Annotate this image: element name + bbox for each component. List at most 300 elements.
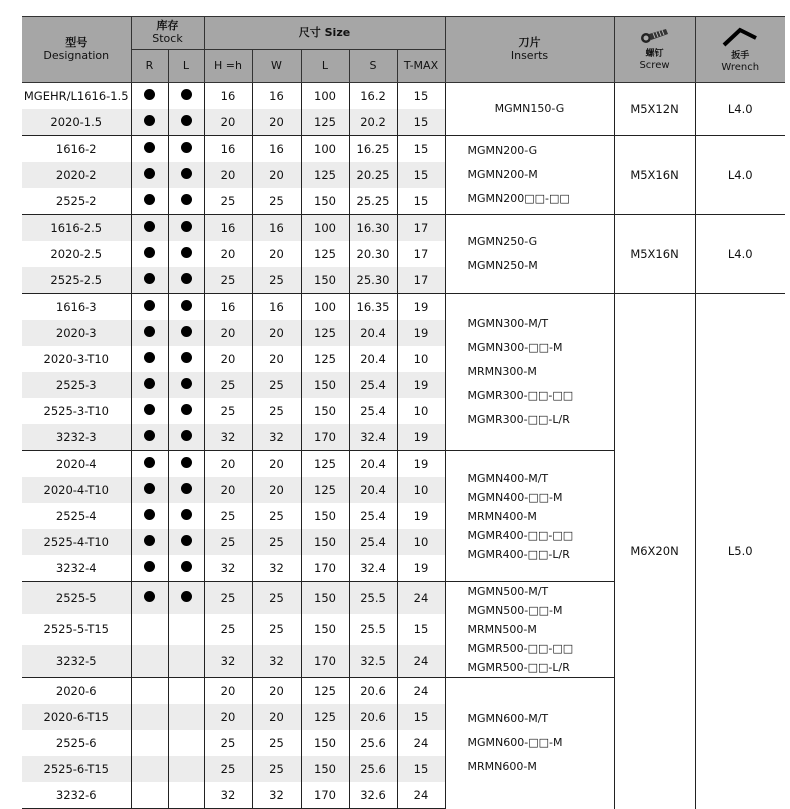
w-cell: 16	[252, 83, 301, 110]
length-cell: 100	[301, 83, 349, 110]
table-row	[22, 136, 785, 163]
inserts-en: Inserts	[510, 48, 549, 62]
stock-l-header: L	[168, 50, 204, 83]
in-stock-dot-icon	[144, 194, 155, 205]
stock-r-cell	[131, 83, 168, 110]
in-stock-dot-icon	[181, 509, 192, 520]
w-cell: 20	[252, 162, 301, 188]
w-cell: 25	[252, 398, 301, 424]
designation-cell: 2020-4	[22, 451, 131, 478]
designation-cell: 2525-5	[22, 582, 131, 614]
in-stock-dot-icon	[181, 300, 192, 311]
stock-l-cell	[168, 529, 204, 555]
s-cell: 20.4	[349, 346, 397, 372]
insert-item: MGMN200□□-□□	[467, 192, 570, 205]
tmax-cell: 19	[397, 451, 445, 478]
s-cell: 32.5	[349, 645, 397, 677]
h-cell: 32	[204, 645, 252, 677]
in-stock-dot-icon	[181, 591, 192, 602]
stock-r-cell	[131, 782, 168, 809]
h-cell: 25	[204, 398, 252, 424]
designation-en: Designation	[43, 48, 110, 62]
inserts-cell	[445, 215, 614, 294]
screw-icon	[640, 27, 670, 45]
in-stock-dot-icon	[181, 273, 192, 284]
s-cell: 25.5	[349, 582, 397, 614]
table-row	[22, 215, 785, 242]
w-cell: 20	[252, 241, 301, 267]
stock-l-cell	[168, 645, 204, 677]
length-cell: 150	[301, 614, 349, 646]
stock-l-cell	[168, 424, 204, 451]
tmax-cell: 15	[397, 109, 445, 136]
designation-cell: 2020-2	[22, 162, 131, 188]
length-cell: 150	[301, 267, 349, 294]
stock-l-cell	[168, 162, 204, 188]
w-cell: 20	[252, 678, 301, 705]
stock-r-cell	[131, 136, 168, 163]
stock-l-cell	[168, 756, 204, 782]
designation-cell: MGEHR/L1616-1.5	[22, 83, 131, 110]
length-cell: 125	[301, 451, 349, 478]
in-stock-dot-icon	[181, 142, 192, 153]
table-row	[22, 294, 785, 321]
stock-l-cell	[168, 477, 204, 503]
length-cell: 150	[301, 503, 349, 529]
stock-l-cell	[168, 320, 204, 346]
designation-cell: 3232-4	[22, 555, 131, 582]
stock-r-cell	[131, 678, 168, 705]
in-stock-dot-icon	[144, 326, 155, 337]
stock-r-cell	[131, 451, 168, 478]
length-cell: 100	[301, 294, 349, 321]
s-cell: 20.6	[349, 704, 397, 730]
designation-cell: 2020-1.5	[22, 109, 131, 136]
screw-en: Screw	[639, 60, 670, 72]
designation-cell: 2525-2	[22, 188, 131, 215]
designation-cell: 2525-3-T10	[22, 398, 131, 424]
length-cell: 170	[301, 645, 349, 677]
inserts-cell	[445, 678, 614, 809]
inserts-cell	[445, 136, 614, 215]
insert-item: MGMN600-M/T	[467, 712, 549, 726]
h-cell: 20	[204, 109, 252, 136]
h-cell: 32	[204, 782, 252, 809]
s-cell: 16.30	[349, 215, 397, 242]
w-header: W	[252, 50, 301, 83]
designation-cell: 2020-3	[22, 320, 131, 346]
tmax-cell: 15	[397, 756, 445, 782]
length-cell: 125	[301, 241, 349, 267]
stock-l-cell	[168, 555, 204, 582]
s-cell: 20.4	[349, 451, 397, 478]
w-cell: 32	[252, 555, 301, 582]
s-cell: 25.4	[349, 529, 397, 555]
h-cell: 16	[204, 136, 252, 163]
w-cell: 20	[252, 477, 301, 503]
h-cell: 20	[204, 320, 252, 346]
stock-r-header: R	[131, 50, 168, 83]
s-cell: 25.6	[349, 756, 397, 782]
in-stock-dot-icon	[181, 326, 192, 337]
in-stock-dot-icon	[181, 535, 192, 546]
tmax-cell: 19	[397, 372, 445, 398]
in-stock-dot-icon	[144, 457, 155, 468]
w-cell: 16	[252, 136, 301, 163]
inserts-cell	[445, 83, 614, 136]
length-header: L	[301, 50, 349, 83]
w-cell: 25	[252, 730, 301, 756]
s-cell: 32.4	[349, 424, 397, 451]
s-cell: 20.6	[349, 678, 397, 705]
in-stock-dot-icon	[181, 221, 192, 232]
tmax-cell: 19	[397, 320, 445, 346]
designation-cell: 1616-3	[22, 294, 131, 321]
in-stock-dot-icon	[181, 457, 192, 468]
h-cell: 16	[204, 83, 252, 110]
w-cell: 25	[252, 372, 301, 398]
stock-l-cell	[168, 294, 204, 321]
length-cell: 125	[301, 320, 349, 346]
stock-l-cell	[168, 109, 204, 136]
h-cell: 25	[204, 582, 252, 614]
w-cell: 25	[252, 614, 301, 646]
insert-item: MRMN500-M	[467, 623, 537, 636]
screw-cell: M6X20N	[614, 294, 695, 809]
length-cell: 125	[301, 704, 349, 730]
stock-r-cell	[131, 704, 168, 730]
h-cell: 20	[204, 162, 252, 188]
insert-item: MRMN400-M	[467, 509, 537, 523]
insert-item: MGMR300-□□-L/R	[467, 413, 570, 426]
designation-cell: 2525-4	[22, 503, 131, 529]
stock-r-cell	[131, 614, 168, 646]
stock-l-cell	[168, 730, 204, 756]
length-cell: 150	[301, 730, 349, 756]
h-cell: 25	[204, 756, 252, 782]
designation-cell: 2525-6	[22, 730, 131, 756]
designation-cell: 2020-3-T10	[22, 346, 131, 372]
tmax-cell: 24	[397, 782, 445, 809]
length-cell: 170	[301, 424, 349, 451]
h-cell: 25	[204, 188, 252, 215]
inserts-header	[445, 17, 614, 83]
in-stock-dot-icon	[144, 89, 155, 100]
stock-r-cell	[131, 756, 168, 782]
screw-cell: M5X12N	[614, 83, 695, 136]
in-stock-dot-icon	[181, 561, 192, 572]
insert-item: MRMN600-M	[467, 760, 537, 774]
insert-item: MGMN200-G	[467, 144, 538, 157]
in-stock-dot-icon	[181, 115, 192, 126]
length-cell: 150	[301, 188, 349, 215]
designation-cell: 3232-3	[22, 424, 131, 451]
stock-r-cell	[131, 372, 168, 398]
w-cell: 20	[252, 320, 301, 346]
tmax-cell: 17	[397, 241, 445, 267]
length-cell: 150	[301, 398, 349, 424]
w-cell: 20	[252, 704, 301, 730]
h-cell: 25	[204, 267, 252, 294]
wrench-cell: L4.0	[695, 83, 785, 136]
in-stock-dot-icon	[181, 404, 192, 415]
insert-item: MGMR400-□□-□□	[467, 528, 574, 542]
h-cell: 25	[204, 730, 252, 756]
tmax-cell: 15	[397, 704, 445, 730]
stock-l-cell	[168, 372, 204, 398]
stock-header	[131, 17, 204, 50]
stock-r-cell	[131, 645, 168, 677]
stock-l-cell	[168, 614, 204, 646]
s-cell: 20.25	[349, 162, 397, 188]
length-cell: 150	[301, 529, 349, 555]
stock-l-cell	[168, 346, 204, 372]
tmax-cell: 15	[397, 188, 445, 215]
in-stock-dot-icon	[144, 591, 155, 602]
tmax-cell: 24	[397, 645, 445, 677]
stock-l-cell	[168, 782, 204, 809]
w-cell: 32	[252, 424, 301, 451]
tmax-cell: 24	[397, 730, 445, 756]
s-cell: 20.2	[349, 109, 397, 136]
length-cell: 100	[301, 215, 349, 242]
stock-r-cell	[131, 188, 168, 215]
in-stock-dot-icon	[144, 404, 155, 415]
stock-r-cell	[131, 555, 168, 582]
w-cell: 25	[252, 756, 301, 782]
stock-l-cell	[168, 398, 204, 424]
stock-l-cell	[168, 678, 204, 705]
s-cell: 20.30	[349, 241, 397, 267]
in-stock-dot-icon	[181, 430, 192, 441]
tmax-cell: 10	[397, 346, 445, 372]
insert-item: MGMR500-□□-L/R	[467, 661, 570, 674]
stock-l-cell	[168, 188, 204, 215]
length-cell: 170	[301, 782, 349, 809]
stock-l-cell	[168, 582, 204, 614]
s-cell: 25.6	[349, 730, 397, 756]
screw-zh: 螺钉	[645, 48, 664, 59]
stock-r-cell	[131, 503, 168, 529]
s-cell: 25.30	[349, 267, 397, 294]
s-cell: 32.6	[349, 782, 397, 809]
size-header: 尺寸 Size	[204, 17, 445, 50]
tmax-cell: 24	[397, 678, 445, 705]
in-stock-dot-icon	[144, 247, 155, 258]
stock-l-cell	[168, 136, 204, 163]
in-stock-dot-icon	[144, 142, 155, 153]
tmax-cell: 19	[397, 424, 445, 451]
insert-item: MGMN600-□□-M	[467, 736, 563, 750]
designation-cell: 2525-6-T15	[22, 756, 131, 782]
table-row	[22, 83, 785, 110]
s-header: S	[349, 50, 397, 83]
stock-r-cell	[131, 346, 168, 372]
h-cell: 25	[204, 503, 252, 529]
w-cell: 25	[252, 188, 301, 215]
in-stock-dot-icon	[181, 352, 192, 363]
stock-r-cell	[131, 215, 168, 242]
insert-item: MGMN400-M/T	[467, 471, 549, 485]
h-cell: 20	[204, 346, 252, 372]
tmax-cell: 10	[397, 477, 445, 503]
stock-en: Stock	[152, 32, 183, 45]
h-cell: 20	[204, 241, 252, 267]
tmax-cell: 19	[397, 294, 445, 321]
in-stock-dot-icon	[181, 194, 192, 205]
inserts-cell	[445, 451, 614, 582]
w-cell: 20	[252, 109, 301, 136]
stock-l-cell	[168, 267, 204, 294]
designation-cell: 2020-4-T10	[22, 477, 131, 503]
s-cell: 20.4	[349, 477, 397, 503]
tmax-cell: 19	[397, 503, 445, 529]
w-cell: 25	[252, 503, 301, 529]
screw-header	[614, 17, 695, 83]
s-cell: 16.25	[349, 136, 397, 163]
stock-l-cell	[168, 451, 204, 478]
stock-l-cell	[168, 215, 204, 242]
tmax-cell: 15	[397, 83, 445, 110]
in-stock-dot-icon	[144, 535, 155, 546]
wrench-cell: L4.0	[695, 215, 785, 294]
w-cell: 32	[252, 645, 301, 677]
w-cell: 20	[252, 346, 301, 372]
in-stock-dot-icon	[144, 483, 155, 494]
screw-cell: M5X16N	[614, 215, 695, 294]
stock-r-cell	[131, 162, 168, 188]
stock-r-cell	[131, 267, 168, 294]
designation-cell: 2525-3	[22, 372, 131, 398]
product-spec-table	[22, 16, 785, 809]
stock-l-cell	[168, 83, 204, 110]
length-cell: 170	[301, 555, 349, 582]
insert-item: MGMN300-M/T	[467, 317, 549, 330]
stock-r-cell	[131, 529, 168, 555]
in-stock-dot-icon	[144, 273, 155, 284]
in-stock-dot-icon	[181, 89, 192, 100]
h-cell: 25	[204, 529, 252, 555]
length-cell: 125	[301, 346, 349, 372]
screw-cell: M5X16N	[614, 136, 695, 215]
inserts-cell	[445, 294, 614, 451]
stock-r-cell	[131, 398, 168, 424]
designation-cell: 1616-2.5	[22, 215, 131, 242]
stock-r-cell	[131, 241, 168, 267]
tmax-cell: 10	[397, 398, 445, 424]
designation-cell: 2020-6	[22, 678, 131, 705]
in-stock-dot-icon	[181, 168, 192, 179]
wrench-cell: L5.0	[695, 294, 785, 809]
insert-item: MGMN400-□□-M	[467, 490, 563, 504]
designation-cell: 3232-5	[22, 645, 131, 677]
tmax-cell: 17	[397, 215, 445, 242]
in-stock-dot-icon	[144, 221, 155, 232]
length-cell: 125	[301, 678, 349, 705]
length-cell: 100	[301, 136, 349, 163]
tmax-cell: 24	[397, 582, 445, 614]
stock-zh: 库存	[156, 19, 179, 33]
h-cell: 20	[204, 451, 252, 478]
w-cell: 16	[252, 294, 301, 321]
in-stock-dot-icon	[144, 300, 155, 311]
w-cell: 32	[252, 782, 301, 809]
in-stock-dot-icon	[144, 168, 155, 179]
stock-r-cell	[131, 294, 168, 321]
stock-l-cell	[168, 241, 204, 267]
in-stock-dot-icon	[181, 483, 192, 494]
insert-item: MGMN250-G	[467, 235, 538, 248]
s-cell: 20.4	[349, 320, 397, 346]
stock-r-cell	[131, 109, 168, 136]
designation-header	[22, 17, 131, 83]
w-cell: 25	[252, 582, 301, 614]
hex-wrench-icon	[720, 25, 760, 47]
h-cell: 32	[204, 424, 252, 451]
s-cell: 25.5	[349, 614, 397, 646]
insert-item: MGMN500-□□-M	[467, 604, 563, 617]
designation-zh: 型号	[65, 35, 88, 49]
h-cell: 16	[204, 294, 252, 321]
stock-l-cell	[168, 704, 204, 730]
length-cell: 150	[301, 582, 349, 614]
stock-r-cell	[131, 477, 168, 503]
s-cell: 25.25	[349, 188, 397, 215]
inserts-cell	[445, 582, 614, 678]
length-cell: 125	[301, 477, 349, 503]
w-cell: 25	[252, 529, 301, 555]
in-stock-dot-icon	[144, 378, 155, 389]
h-cell: 20	[204, 678, 252, 705]
length-cell: 125	[301, 162, 349, 188]
h-cell: 16	[204, 215, 252, 242]
wrench-header	[695, 17, 785, 83]
wrench-en: Wrench	[721, 62, 760, 74]
w-cell: 16	[252, 215, 301, 242]
in-stock-dot-icon	[144, 115, 155, 126]
tmax-cell: 15	[397, 614, 445, 646]
tmax-cell: 10	[397, 529, 445, 555]
s-cell: 32.4	[349, 555, 397, 582]
s-cell: 25.4	[349, 503, 397, 529]
insert-item: MGMR500-□□-□□	[467, 642, 574, 655]
tmax-cell: 17	[397, 267, 445, 294]
designation-cell: 2525-5-T15	[22, 614, 131, 646]
stock-r-cell	[131, 320, 168, 346]
in-stock-dot-icon	[181, 247, 192, 258]
table-body	[22, 83, 785, 809]
insert-item: MRMN300-M	[467, 365, 537, 378]
length-cell: 150	[301, 756, 349, 782]
insert-item: MGMN300-□□-M	[467, 341, 563, 354]
designation-cell: 2525-2.5	[22, 267, 131, 294]
tmax-cell: 15	[397, 162, 445, 188]
stock-r-cell	[131, 730, 168, 756]
tmax-cell: 15	[397, 136, 445, 163]
wrench-cell: L4.0	[695, 136, 785, 215]
h-header: H =h	[204, 50, 252, 83]
in-stock-dot-icon	[144, 509, 155, 520]
s-cell: 25.4	[349, 372, 397, 398]
h-cell: 20	[204, 704, 252, 730]
s-cell: 16.35	[349, 294, 397, 321]
designation-cell: 2020-2.5	[22, 241, 131, 267]
inserts-zh: 刀片	[518, 35, 541, 49]
in-stock-dot-icon	[144, 561, 155, 572]
designation-cell: 2525-4-T10	[22, 529, 131, 555]
h-cell: 25	[204, 372, 252, 398]
designation-cell: 2020-6-T15	[22, 704, 131, 730]
